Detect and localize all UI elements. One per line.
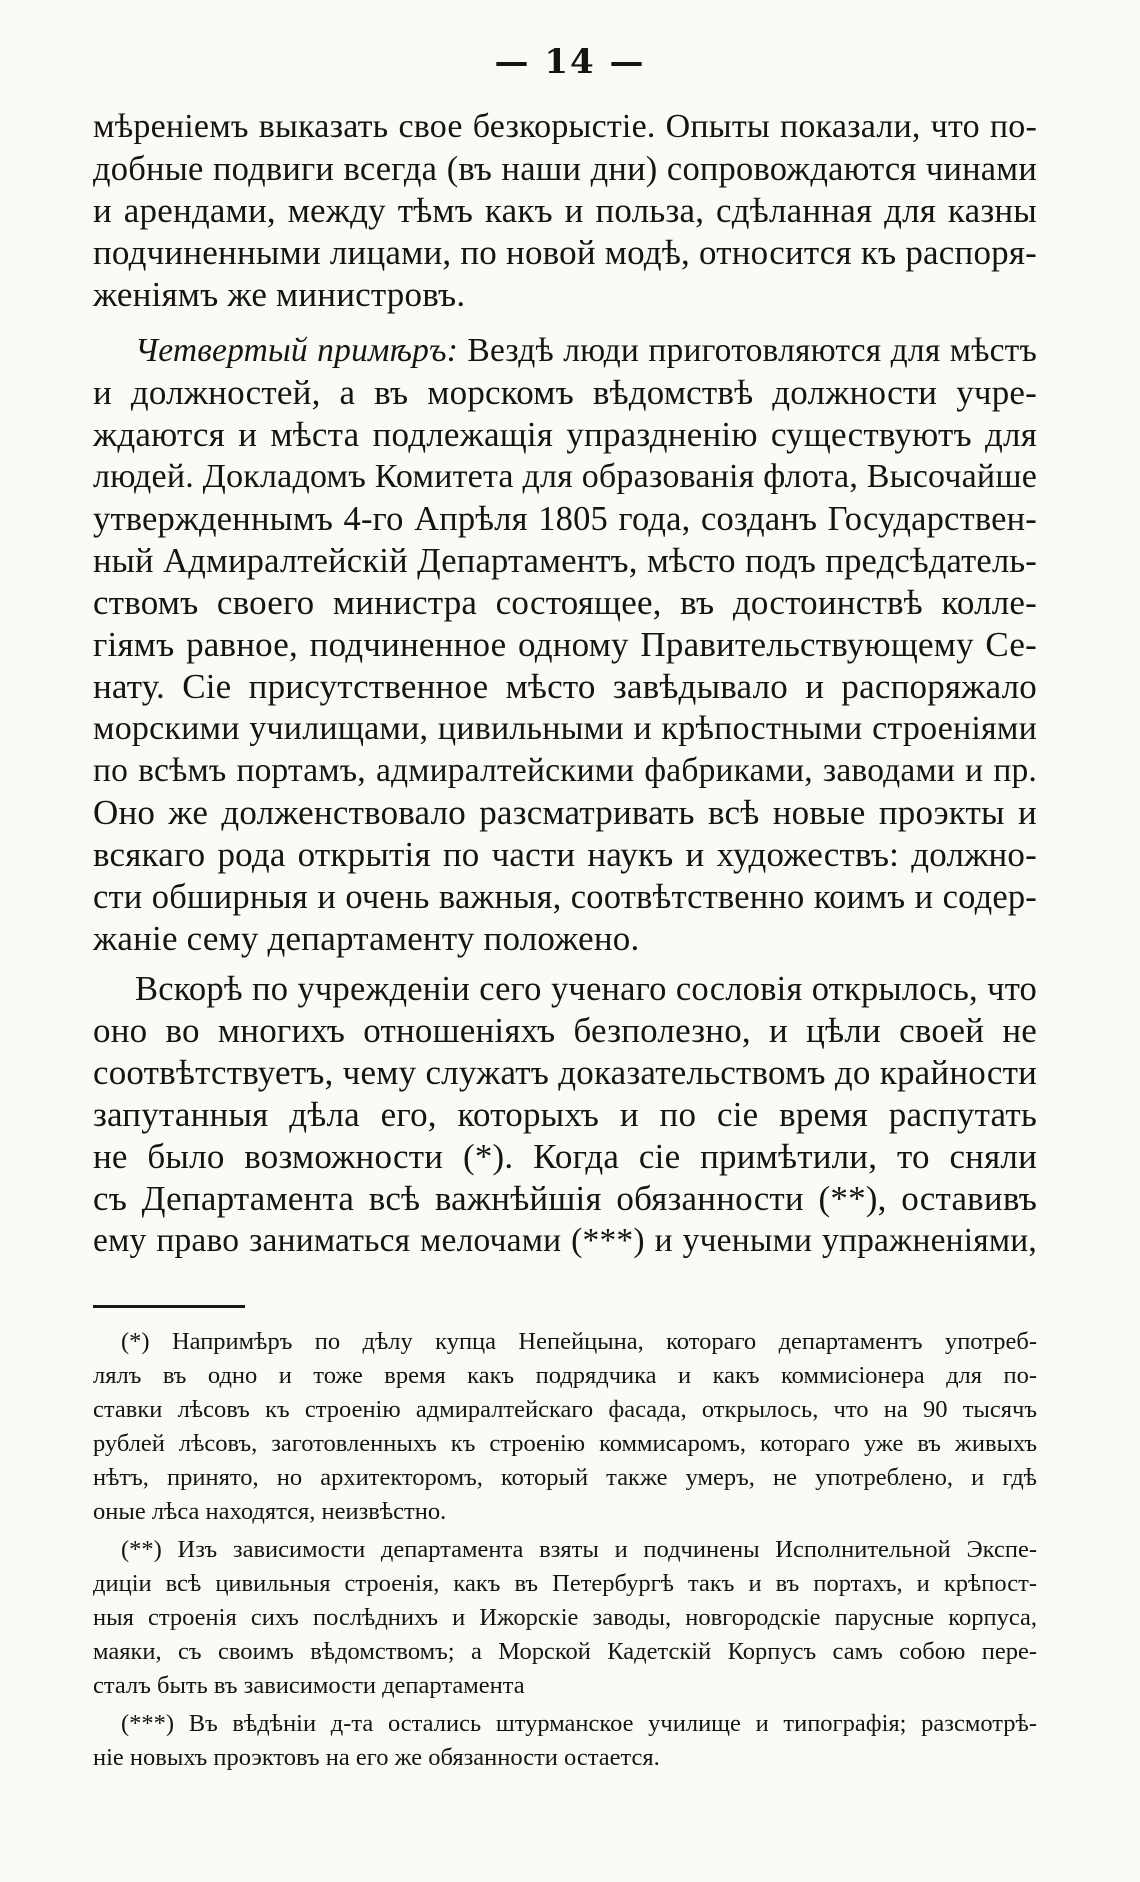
text-line: подчиненными лицами, по новой модѣ, относится къ распоря-	[93, 233, 1037, 272]
footnote-line: (**) Изъ зависимости департамента взяты и подчинены Исполнительной Экспе-	[121, 1536, 1037, 1563]
text-line	[93, 330, 1037, 372]
footnote-line: диціи всѣ цивильныя строенія, какъ въ Петербургѣ такъ и въ портахъ, и крѣпост-	[93, 1570, 1037, 1597]
text-line: и арендами, между тѣмъ какъ и польза, сдѣланная для казны	[93, 191, 1037, 230]
text-line: женіямъ же министровъ.	[93, 275, 466, 314]
footnote-2	[93, 1533, 1037, 1703]
example-lead: Четвертый примѣръ:	[135, 332, 459, 369]
footnote-line: (***) Въ вѣдѣніи д-та остались штурманское училище и типографія; разсмотрѣ-	[121, 1710, 1037, 1737]
paragraph-2	[93, 330, 1037, 960]
footnote-line: оные лѣса находятся, неизвѣстно.	[93, 1498, 447, 1525]
text-line: оно во многихъ отношеніяхъ безполезно, и цѣли своей не	[93, 1011, 1037, 1050]
text-line: Вскорѣ по учрежденіи сего ученаго сословія открылось, что	[135, 970, 1037, 1008]
text-line: морскими училищами, цивильными и крѣпостными строеніями	[93, 710, 1037, 747]
text-line: съ Департамента всѣ важнѣйшія обязанности (**), оставивъ	[93, 1179, 1037, 1218]
text-line: нату. Сіе присутственное мѣсто завѣдывало и распоряжало	[93, 667, 1037, 706]
footnote-line: рублей лѣсовъ, заготовленныхъ къ строенію коммисаромъ, котораго уже въ живыхъ	[93, 1430, 1037, 1457]
footnote-3	[93, 1707, 1037, 1775]
footnote-1	[93, 1325, 1037, 1529]
text-line: мѣреніемъ выказать свое безкорыстіе. Опыты показали, что по-	[93, 108, 1037, 145]
text-line: ждаются и мѣста подлежащія упраздненію существуютъ для	[93, 415, 1037, 454]
footnote-line: лялъ въ одно и тоже время какъ подрядчика и какъ коммисіонера для по-	[93, 1362, 1037, 1389]
page-number: — 14 —	[494, 42, 646, 82]
text-line: по всѣмъ портамъ, адмиралтейскими фабриками, заводами и пр.	[93, 752, 1037, 789]
text-line: утвержденнымъ 4-го Апрѣля 1805 года, созданъ Государствен-	[93, 500, 1037, 538]
text-line: не было возможности (*). Когда сіе примѣтили, то сняли	[93, 1137, 1037, 1176]
text-line: и должностей, а въ морскомъ вѣдомствѣ должности учре-	[93, 373, 1037, 412]
text-line: сти обширныя и очень важныя, соотвѣтственно коимъ и содер-	[93, 878, 1037, 916]
main-text	[93, 106, 1037, 1262]
footnotes	[93, 1325, 1037, 1775]
text-line: запутанныя дѣла его, которыхъ и по сіе время распутать	[93, 1095, 1037, 1134]
text-line: ный Адмиралтейскій Департаментъ, мѣсто подъ предсѣдатель-	[93, 542, 1037, 580]
text-line: ему право заниматься мелочами (***) и учеными упражненіями,	[93, 1222, 1037, 1259]
footnote-line: ставки лѣсовъ къ строенію адмиралтейскаго фасада, открылось, что на 90 тысячъ	[93, 1396, 1037, 1423]
text-line: Оно же долженствовало разсматривать всѣ новые проэкты и	[93, 793, 1037, 832]
text-line: соотвѣтствуетъ, чему служатъ доказательствомъ до крайности	[93, 1053, 1037, 1092]
footnote-line: ніе новыхъ проэктовъ на его же обязанности остается.	[93, 1744, 660, 1771]
footnote-line: нѣтъ, принято, но архитекторомъ, который также умеръ, не употреблено, и гдѣ	[93, 1464, 1037, 1491]
paragraph-3	[93, 968, 1037, 1262]
footnote-line: ныя строенія сихъ послѣднихъ и Ижорскіе заводы, новгородскіе парусные корпуса,	[93, 1604, 1037, 1631]
text-line: гіямъ равное, подчиненное одному Правительствующему Се-	[93, 625, 1037, 664]
text-line: ствомъ своего министра состоящее, въ достоинствѣ колле-	[93, 583, 1037, 622]
text-line: людей. Докладомъ Комитета для образованія флота, Высочайше	[93, 458, 1037, 495]
footnote-line: маяки, съ своимъ вѣдомствомъ; а Морской Кадетскій Корпусъ самъ собою пере-	[93, 1638, 1037, 1665]
text-line: добные подвиги всегда (въ наши дни) сопровождаются чинами	[93, 150, 1037, 188]
paragraph-1	[93, 106, 1037, 316]
footnote-divider	[93, 1305, 245, 1308]
text-line: всякаго рода открытія по части наукъ и художествъ: должно-	[93, 835, 1037, 874]
footnote-line: (*) Напримѣръ по дѣлу купца Непейцына, котораго департаментъ употреб-	[121, 1328, 1037, 1355]
footnote-line: сталъ быть въ зависимости департамента	[93, 1672, 525, 1699]
text-fragment: Вездѣ люди приготовляются для мѣстъ	[467, 332, 1038, 369]
text-line: жаніе сему департаменту положено.	[93, 919, 640, 958]
